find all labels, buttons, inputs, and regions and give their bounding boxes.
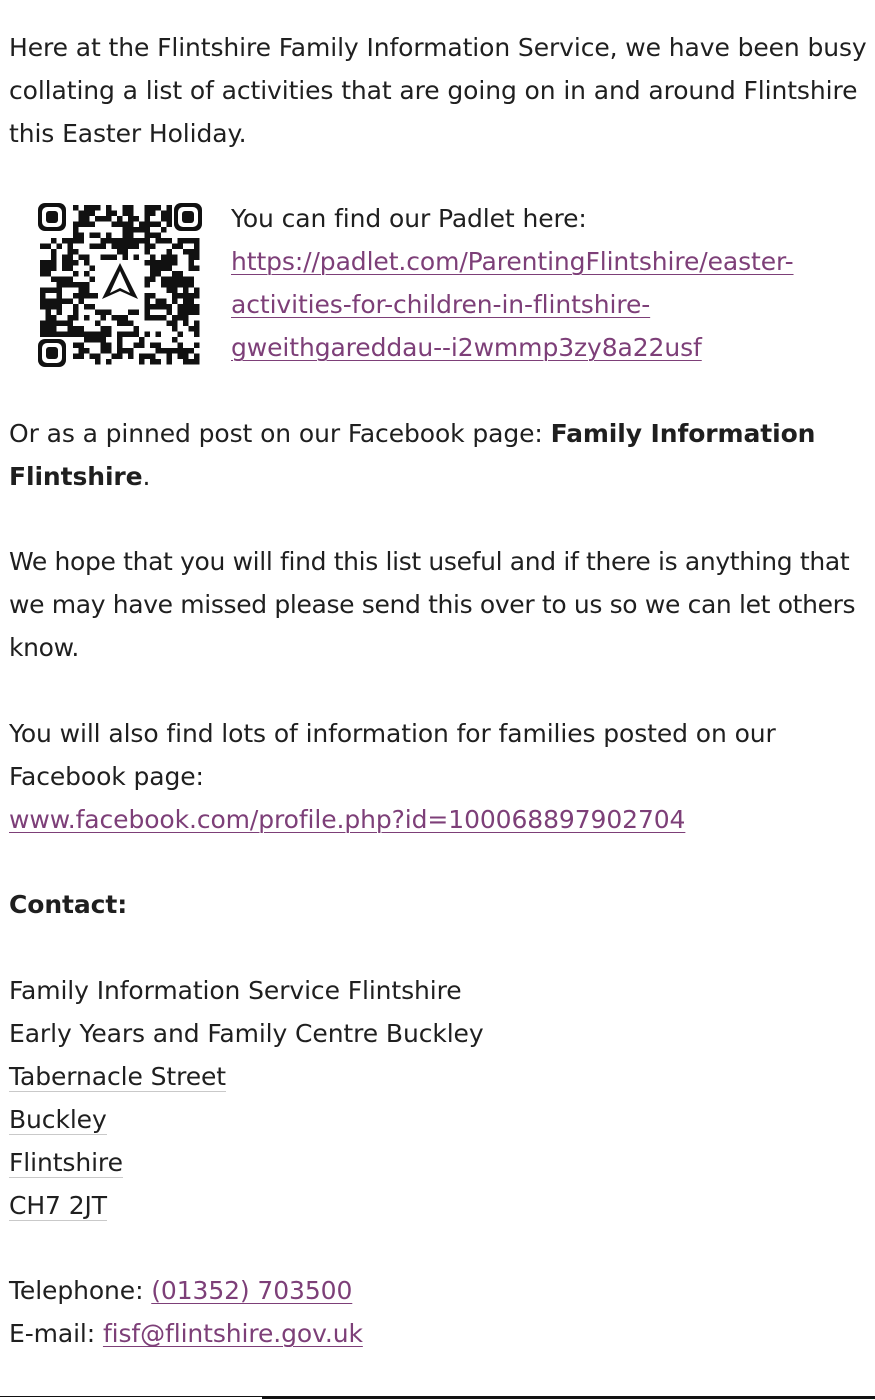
padlet-section [9,197,875,372]
email-label: E-mail: [9,1319,103,1348]
address-postcode: CH7 2JT [9,1191,107,1220]
padlet-link-line-3: gweithgareddau--i2wmmp3zy8a22usf [231,333,702,362]
padlet-link-line-2: activities-for-children-in-flintshire- [231,290,651,319]
address-line [9,1141,484,1184]
padlet-lead: You can find our Padlet here: [231,204,587,233]
facebook-page-name: Family Information Flintshire [9,419,816,491]
address-line: Early Years and Family Centre Buckley [9,1019,484,1048]
intro-paragraph: Here at the Flintshire Family Information Service, we have been busy collating a list of activities that are going on in and around Flintshire this Easter Holiday. [9,33,867,148]
bottom-divider [0,1396,875,1400]
facebook-pinned-end: . [142,462,151,491]
facebook-link[interactable]: www.facebook.com/profile.php?id=100068897902704 [9,805,686,834]
padlet-link[interactable] [231,326,871,369]
address-line [9,1055,484,1098]
also-text: You will also find lots of information for families posted on our Facebook page: [9,719,776,791]
contact-heading-text: Contact: [9,890,128,919]
address-line [9,1184,484,1227]
email-line [9,1312,363,1355]
phone-line [9,1269,352,1312]
address-line: Family Information Service Flintshire [9,976,462,1005]
padlet-text [231,197,871,369]
phone-link[interactable]: (01352) 703500 [151,1276,353,1305]
padlet-link[interactable] [231,283,871,326]
address-town: Buckley [9,1105,107,1134]
hope-paragraph: We hope that you will find this list useful and if there is anything that we may have missed please send this over to us so we can let others know. [9,547,856,662]
also-paragraph [9,712,869,841]
qr-code-icon [38,203,202,367]
address-county: Flintshire [9,1148,123,1177]
email-link[interactable]: fisf@flintshire.gov.uk [102,1319,363,1348]
facebook-pinned-text: Or as a pinned post on our Facebook page: [9,419,551,448]
padlet-link[interactable] [231,240,871,283]
contact-heading [9,883,127,926]
address-street: Tabernacle Street [9,1062,226,1091]
padlet-link-line-1: https://padlet.com/ParentingFlintshire/easter- [231,247,794,276]
address-block [9,969,484,1227]
facebook-pinned-paragraph [9,412,869,498]
address-line [9,1098,484,1141]
phone-label: Telephone: [9,1276,152,1305]
